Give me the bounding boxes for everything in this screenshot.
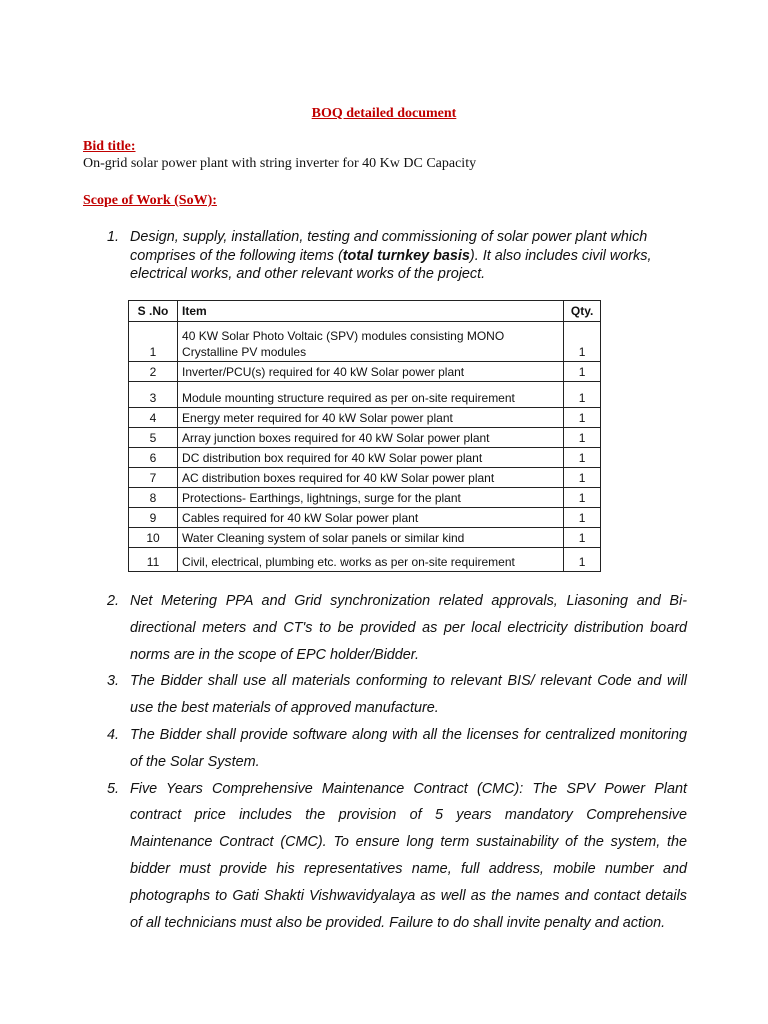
- cell-qty: 1: [564, 468, 601, 488]
- table-row: [129, 468, 601, 488]
- cell-sno: 3: [129, 382, 178, 408]
- table-row: [129, 362, 601, 382]
- list-item-text: Five Years Comprehensive Maintenance Contract (CMC): The SPV Power Plant contract price includes the provision of 5 years mandatory Comprehensive Maintenance Contract (CMC). To ensure long term sustainability of the system, the bidder must provide his representatives name, full address, mobile number and photographs to Gati Shakti Vishwavidyalaya as well as the names and contact details of all technicians must also be provided. Failure to do shall invite penalty and action.: [130, 780, 687, 931]
- table-row: [129, 408, 601, 428]
- cell-qty: 1: [564, 408, 601, 428]
- cell-qty: 1: [564, 508, 601, 528]
- cell-qty: 1: [564, 528, 601, 548]
- table-row: [129, 528, 601, 548]
- scope-item-text-bold: total turnkey basis: [342, 247, 470, 264]
- table-row: [129, 322, 601, 362]
- list-item-text: The Bidder shall provide software along with all the licenses for centralized monitoring of the Solar System.: [130, 726, 687, 770]
- table-header-row: [129, 301, 601, 322]
- cell-sno: 7: [129, 468, 178, 488]
- list-item-number: 4.: [107, 726, 120, 743]
- list-item: [107, 588, 687, 668]
- header-sno: S .No: [129, 301, 178, 322]
- page-title: BOQ detailed document: [311, 106, 457, 121]
- cell-item: AC distribution boxes required for 40 kW Solar power plant: [178, 468, 564, 488]
- list-item-text: Net Metering PPA and Grid synchronization related approvals, Liasoning and Bi-directional meters and CT's to be provided as per local electricity distribution board norms are in the scope of EPC holder/Bidder.: [130, 593, 687, 663]
- list-item: [107, 722, 687, 776]
- cell-qty: 1: [564, 382, 601, 408]
- bid-title-label: Bid title:: [83, 139, 136, 154]
- list-item-number: 5.: [107, 780, 120, 797]
- table-row: [129, 448, 601, 468]
- bid-title-text: On-grid solar power plant with string inverter for 40 Kw DC Capacity: [83, 156, 477, 171]
- cell-sno: 8: [129, 488, 178, 508]
- cell-qty: 1: [564, 428, 601, 448]
- scope-item-number: 1.: [107, 229, 120, 245]
- boq-table: [128, 300, 601, 572]
- cell-sno: 4: [129, 408, 178, 428]
- cell-sno: 6: [129, 448, 178, 468]
- cell-sno: 2: [129, 362, 178, 382]
- list-item-text: The Bidder shall use all materials conforming to relevant BIS/ relevant Code and will use the best materials of approved manufacture.: [130, 673, 687, 717]
- cell-item: Cables required for 40 kW Solar power plant: [178, 508, 564, 528]
- cell-item: Array junction boxes required for 40 kW Solar power plant: [178, 428, 564, 448]
- list-item: [107, 668, 687, 722]
- scope-item-text-b: ). It also includes civil works, electrical works, and other relevant works of the project.: [130, 247, 652, 282]
- cell-item: Module mounting structure required as per on-site requirement: [178, 382, 564, 408]
- cell-qty: 1: [564, 322, 601, 362]
- cell-item: Energy meter required for 40 kW Solar power plant: [178, 408, 564, 428]
- requirements-list: [107, 588, 687, 936]
- cell-sno: 5: [129, 428, 178, 448]
- cell-sno: 10: [129, 528, 178, 548]
- cell-qty: 1: [564, 362, 601, 382]
- scope-of-work-label: Scope of Work (SoW):: [83, 193, 217, 208]
- cell-qty: 1: [564, 448, 601, 468]
- cell-item: 40 KW Solar Photo Voltaic (SPV) modules consisting MONO Crystalline PV modules: [178, 322, 564, 362]
- cell-item: Water Cleaning system of solar panels or similar kind: [178, 528, 564, 548]
- scope-item-1: [107, 228, 687, 284]
- header-qty: Qty.: [564, 301, 601, 322]
- cell-qty: 1: [564, 488, 601, 508]
- scope-item-text: [130, 228, 687, 284]
- cell-item: Civil, electrical, plumbing etc. works as per on-site requirement: [178, 548, 564, 572]
- table-row: [129, 488, 601, 508]
- cell-sno: 9: [129, 508, 178, 528]
- scope-item-text-a: Design, supply, installation, testing and commissioning of solar power plant which comprises of the following items (: [130, 229, 648, 264]
- table-row: [129, 548, 601, 572]
- table-row: [129, 428, 601, 448]
- header-item: Item: [178, 301, 564, 322]
- cell-item: DC distribution box required for 40 kW Solar power plant: [178, 448, 564, 468]
- list-item: [107, 776, 687, 937]
- cell-item: Protections- Earthings, lightnings, surge for the plant: [178, 488, 564, 508]
- cell-item: Inverter/PCU(s) required for 40 kW Solar power plant: [178, 362, 564, 382]
- list-item-number: 3.: [107, 673, 120, 690]
- table-row: [129, 382, 601, 408]
- cell-sno: 1: [129, 322, 178, 362]
- cell-sno: 11: [129, 548, 178, 572]
- table-row: [129, 508, 601, 528]
- cell-qty: 1: [564, 548, 601, 572]
- list-item-number: 2.: [107, 593, 120, 609]
